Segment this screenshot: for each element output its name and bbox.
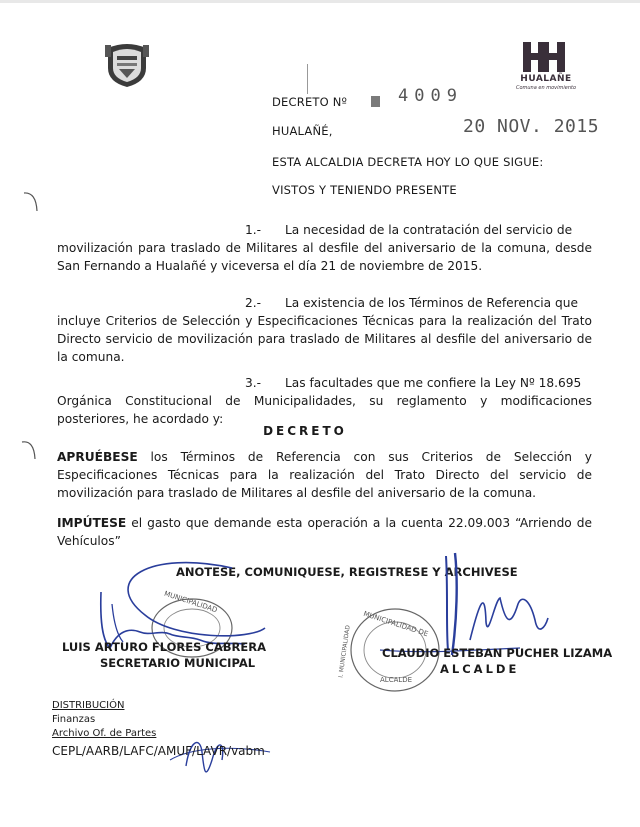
consideration-2-text: incluye Criterios de Selección y Especificaciones Técnicas para la realización del Trato Directo servicio de movilización para traslado de Militares al desfile del aniversario de la comuna. [57,314,592,364]
impute-keyword: IMPÚTESE [57,516,127,530]
responsibility-initials: CEPL/AARB/LAFC/AMUF/LAVR/vabm [52,744,265,758]
mayor-seal-top-text: MUNICIPALIDAD DE [362,609,430,639]
place-label: HUALAÑÉ, [272,124,333,138]
closing-line: ANOTESE, COMUNIQUESE, REGISTRESE Y ARCHIVESE [176,565,518,579]
consideration-1-num: 1.- [245,223,262,237]
consideration-3-first: Las facultades que me confiere la Ley Nº 18.695 [285,376,582,390]
impute-text: el gasto que demande esta operación a la cuenta 22.09.003 “Arriendo de Vehículos” [57,516,592,548]
vistos-heading: VISTOS Y TENIENDO PRESENTE [272,183,457,197]
distribution-heading: DISTRIBUCIÓN [52,700,125,711]
mayor-title: ALCALDE [440,662,520,676]
mayor-seal-side-text: I. MUNICIPALIDAD [337,624,352,679]
decreto-label: DECRETO Nº [272,95,348,109]
date-stamp: 20 NOV. 2015 [463,116,600,137]
brand-name: HUALAÑE [520,74,572,84]
distribution-item: Archivo Of. de Partes [52,728,157,739]
brand-tagline: Comuna en movimiento [515,85,577,91]
consideration-2-num: 2.- [245,296,262,310]
decreto-heading: DECRETO [263,424,347,438]
mayor-seal-bottom-text: ALCALDE [380,676,413,684]
secretary-title: SECRETARIO MUNICIPAL [100,656,256,670]
consideration-1-text: movilización para traslado de Militares al desfile del aniversario de la comuna, desde San Fernando a Hualañé y viceversa el día 21 de noviembre de 2015. [57,241,592,273]
consideration-2-first: La existencia de los Términos de Referencia que [285,296,578,310]
consideration-1-first: La necesidad de la contratación del servicio de [285,223,573,237]
secretary-seal-text: MUNICIPALIDAD [163,589,219,615]
mayor-name: CLAUDIO ESTEBAN PUCHER LIZAMA [382,646,613,660]
distribution-item: Finanzas [52,714,96,725]
consideration-3-num: 3.- [245,376,262,390]
approve-text: los Términos de Referencia con sus Criterios de Selección y Especificaciones Técnicas para la realización del Trato Directo del servicio de movilización para traslado de Militares al desfile del aniversario de la comuna. [57,450,592,500]
approve-keyword: APRUÉBESE [57,450,138,464]
consideration-3-text: Orgánica Constitucional de Municipalidades, su reglamento y modificaciones posteriores, he acordado y: [57,394,592,426]
decree-intro: ESTA ALCALDIA DECRETA HOY LO QUE SIGUE: [272,155,544,169]
secretary-name: LUIS ARTURO FLORES CABRERA [62,640,266,654]
decreto-number: 4009 [398,86,463,106]
